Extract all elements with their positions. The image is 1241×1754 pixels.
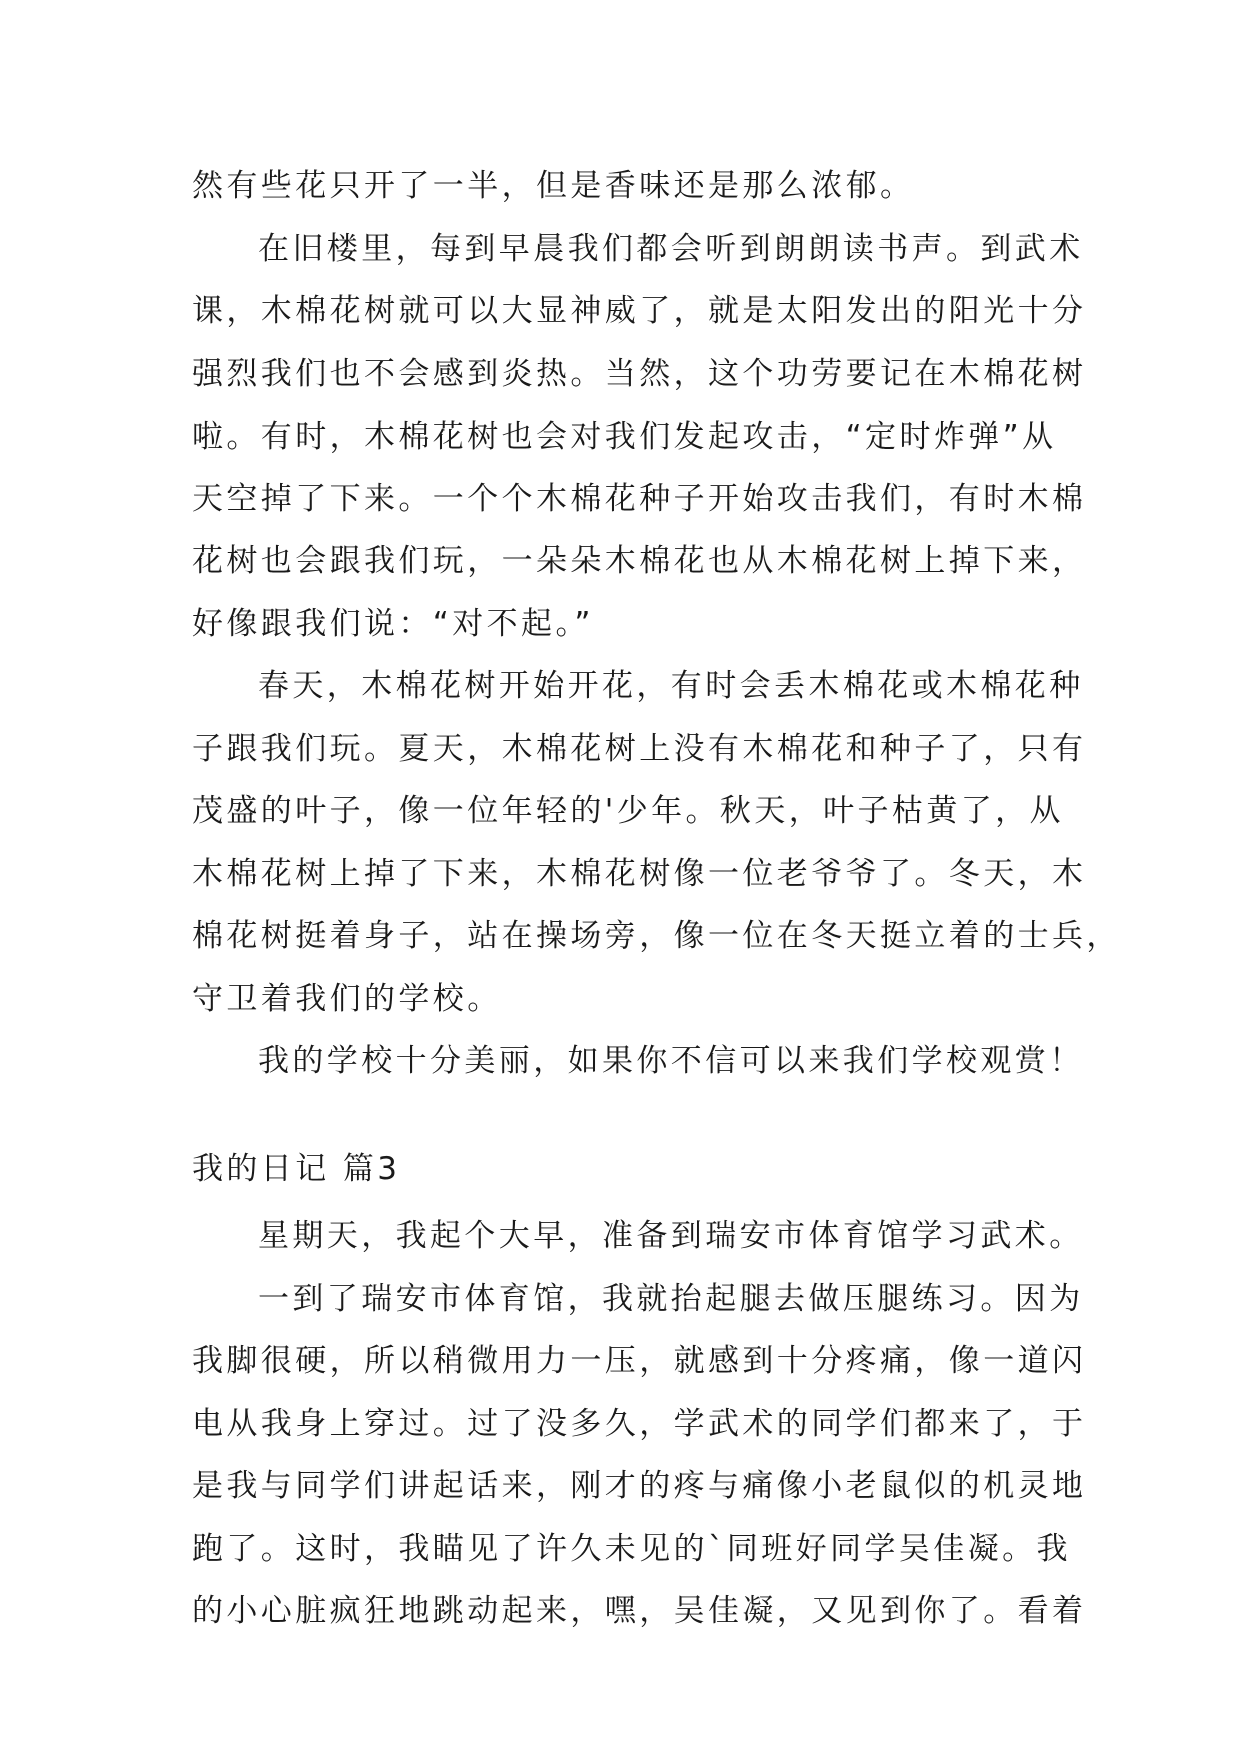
text-line: 我脚很硬，所以稍微用力一压，就感到十分疼痛，像一道闪 <box>192 1343 1087 1379</box>
section-heading: 我的日记 篇3 <box>192 1151 401 1187</box>
text-line: 跑了。这时，我瞄见了许久未见的`同班好同学吴佳凝。我 <box>192 1531 1071 1567</box>
paragraph-start: 我的学校十分美丽，如果你不信可以来我们学校观赏！ <box>258 1043 1084 1079</box>
paragraph-start: 一到了瑞安市体育馆，我就抬起腿去做压腿练习。因为 <box>258 1281 1084 1317</box>
text-line: 守卫着我们的学校。 <box>192 981 502 1017</box>
text-line: 然有些花只开了一半，但是香味还是那么浓郁。 <box>192 168 915 204</box>
paragraph-start: 星期天，我起个大早，准备到瑞安市体育馆学习武术。 <box>258 1218 1084 1254</box>
paragraph-start: 春天，木棉花树开始开花，有时会丢木棉花或木棉花种 <box>258 668 1084 704</box>
text-line: 棉花树挺着身子，站在操场旁，像一位在冬天挺立着的士兵， <box>192 918 1121 954</box>
text-line: 课，木棉花树就可以大显神威了，就是太阳发出的阳光十分 <box>192 293 1087 329</box>
text-line: 啦。有时，木棉花树也会对我们发起攻击，“定时炸弹”从 <box>192 419 1057 455</box>
text-line: 的小心脏疯狂地跳动起来，嘿，吴佳凝，又见到你了。看着 <box>192 1593 1087 1629</box>
text-line: 强烈我们也不会感到炎热。当然，这个功劳要记在木棉花树 <box>192 356 1087 392</box>
text-line: 茂盛的叶子，像一位年轻的'少年。秋天，叶子枯黄了，从 <box>192 793 1064 829</box>
text-line: 花树也会跟我们玩，一朵朵木棉花也从木棉花树上掉下来， <box>192 543 1087 579</box>
text-line: 子跟我们玩。夏天，木棉花树上没有木棉花和种子了，只有 <box>192 731 1087 767</box>
text-line: 天空掉了下来。一个个木棉花种子开始攻击我们，有时木棉 <box>192 481 1087 517</box>
text-line: 是我与同学们讲起话来，刚才的疼与痛像小老鼠似的机灵地 <box>192 1468 1087 1504</box>
text-line: 木棉花树上掉了下来，木棉花树像一位老爷爷了。冬天，木 <box>192 856 1087 892</box>
text-line: 电从我身上穿过。过了没多久，学武术的同学们都来了，于 <box>192 1406 1087 1442</box>
text-line: 好像跟我们说：“对不起。” <box>192 606 594 642</box>
paragraph-start: 在旧楼里，每到早晨我们都会听到朗朗读书声。到武术 <box>258 231 1084 267</box>
